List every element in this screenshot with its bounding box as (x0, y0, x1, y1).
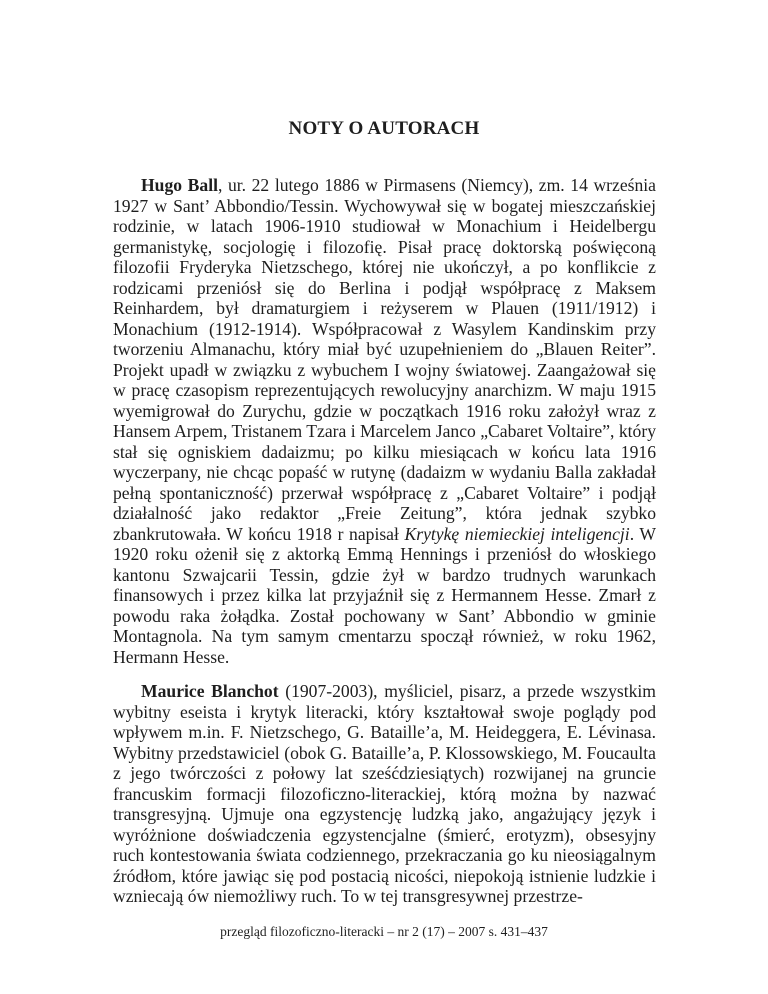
author-name: Maurice Blanchot (141, 681, 279, 701)
author-bio-text-continued: . W 1920 roku ożenił się z aktorką Emmą Hennings i przeniósł do włoskiego kantonu Szwajcarii Tessin, gdzie żył w bardzo trudnych warunkach finansowych i przez kilka lat przyjaźnił się z Hermannem Hesse. Zmarł z powodu raka żołądka. Został pochowany w Sant’ Abbondio w gminie Montagnola. Na tym samym cmentarzu spoczął również, w roku 1962, Hermann Hesse. (113, 523, 656, 667)
author-entry-blanchot (113, 681, 656, 907)
author-entry-ball (113, 175, 656, 667)
author-bio-text: , ur. 22 lutego 1886 w Pirmasens (Niemcy), zm. 14 września 1927 w Sant’ Abbondio/Tessin. Wychowywał się w bogatej mieszczańskiej rodzinie, w latach 1906-1910 studiował w Monachium i Heidelbergu germanistykę, socjologię i filozofię. Pisał pracę doktorską poświęconą filozofii Fryderyka Nietzschego, której nie ukończył, a po konflikcie z rodzicami przeniósł się do Berlina i podjął współpracę z Maksem Reinhardem, był dramaturgiem i reżyserem w Plauen (1911/1912) i Monachium (1912-1914). Współpracował z Wasylem Kandinskim przy tworzeniu Almanachu, który miał być uzupełnieniem do „Blauen Reiter”. Projekt upadł w związku z wybuchem I wojny światowej. Zaangażował się w pracę czasopism reprezentujących rewolucyjny anarchizm. W maju 1915 wyemigrował do Zurychu, gdzie w początkach 1916 roku założył wraz z Hansem Arpem, Tristanem Tzara i Marcelem Janco „Cabaret Voltaire”, który stał się ogniskiem dadaizmu; po kilku miesiącach w końcu lata 1916 wyczerpany, nie chcąc popaść w rutynę (dadaizm w wydaniu Balla zakładał pełną spontaniczność) przerwał współpracę z „Cabaret Voltaire” i podjął działalność jako redaktor „Freie Zeitung”, która jednak szybko zbankrutowała. W końcu 1918 r napisał (113, 175, 656, 544)
page-footer: przegląd filozoficzno-literacki – nr 2 (17) – 2007 s. 431–437 (220, 924, 548, 939)
author-bio-text: (1907-2003), myśliciel, pisarz, a przede wszystkim wybitny eseista i krytyk literacki, który kształtował swoje poglądy pod wpływem m.in. F. Nietzschego, G. Bataille’a, M. Heideggera, E. Lévinasa. Wybitny przedstawiciel (obok G. Bataille’a, P. Klossowskiego, M. Foucaulta z jego twórczości z połowy lat sześćdziesiątych) rozwijanej na gruncie francuskim formacji filozoficzno-literackiej, którą można by nazwać transgresyjną. Ujmuje ona egzystencję ludzką jako, angażujący język i wyróżnione doświadczenia egzystencjalne (śmierć, erotyzm), obsesyjny ruch kontestowania świata codziennego, przekraczania go ku nieosiągalnym źródłom, które jawiąc się pod postacią nicości, niepokoją istnienie ludzkie i wzniecają ów niemożliwy ruch. To w tej transgresywnej przestrze- (113, 681, 656, 906)
author-name: Hugo Ball (141, 175, 218, 195)
author-notes (113, 175, 656, 921)
page-title: NOTY O AUTORACH (288, 118, 480, 139)
book-title: Krytykę niemieckiej inteligencji (404, 523, 630, 544)
